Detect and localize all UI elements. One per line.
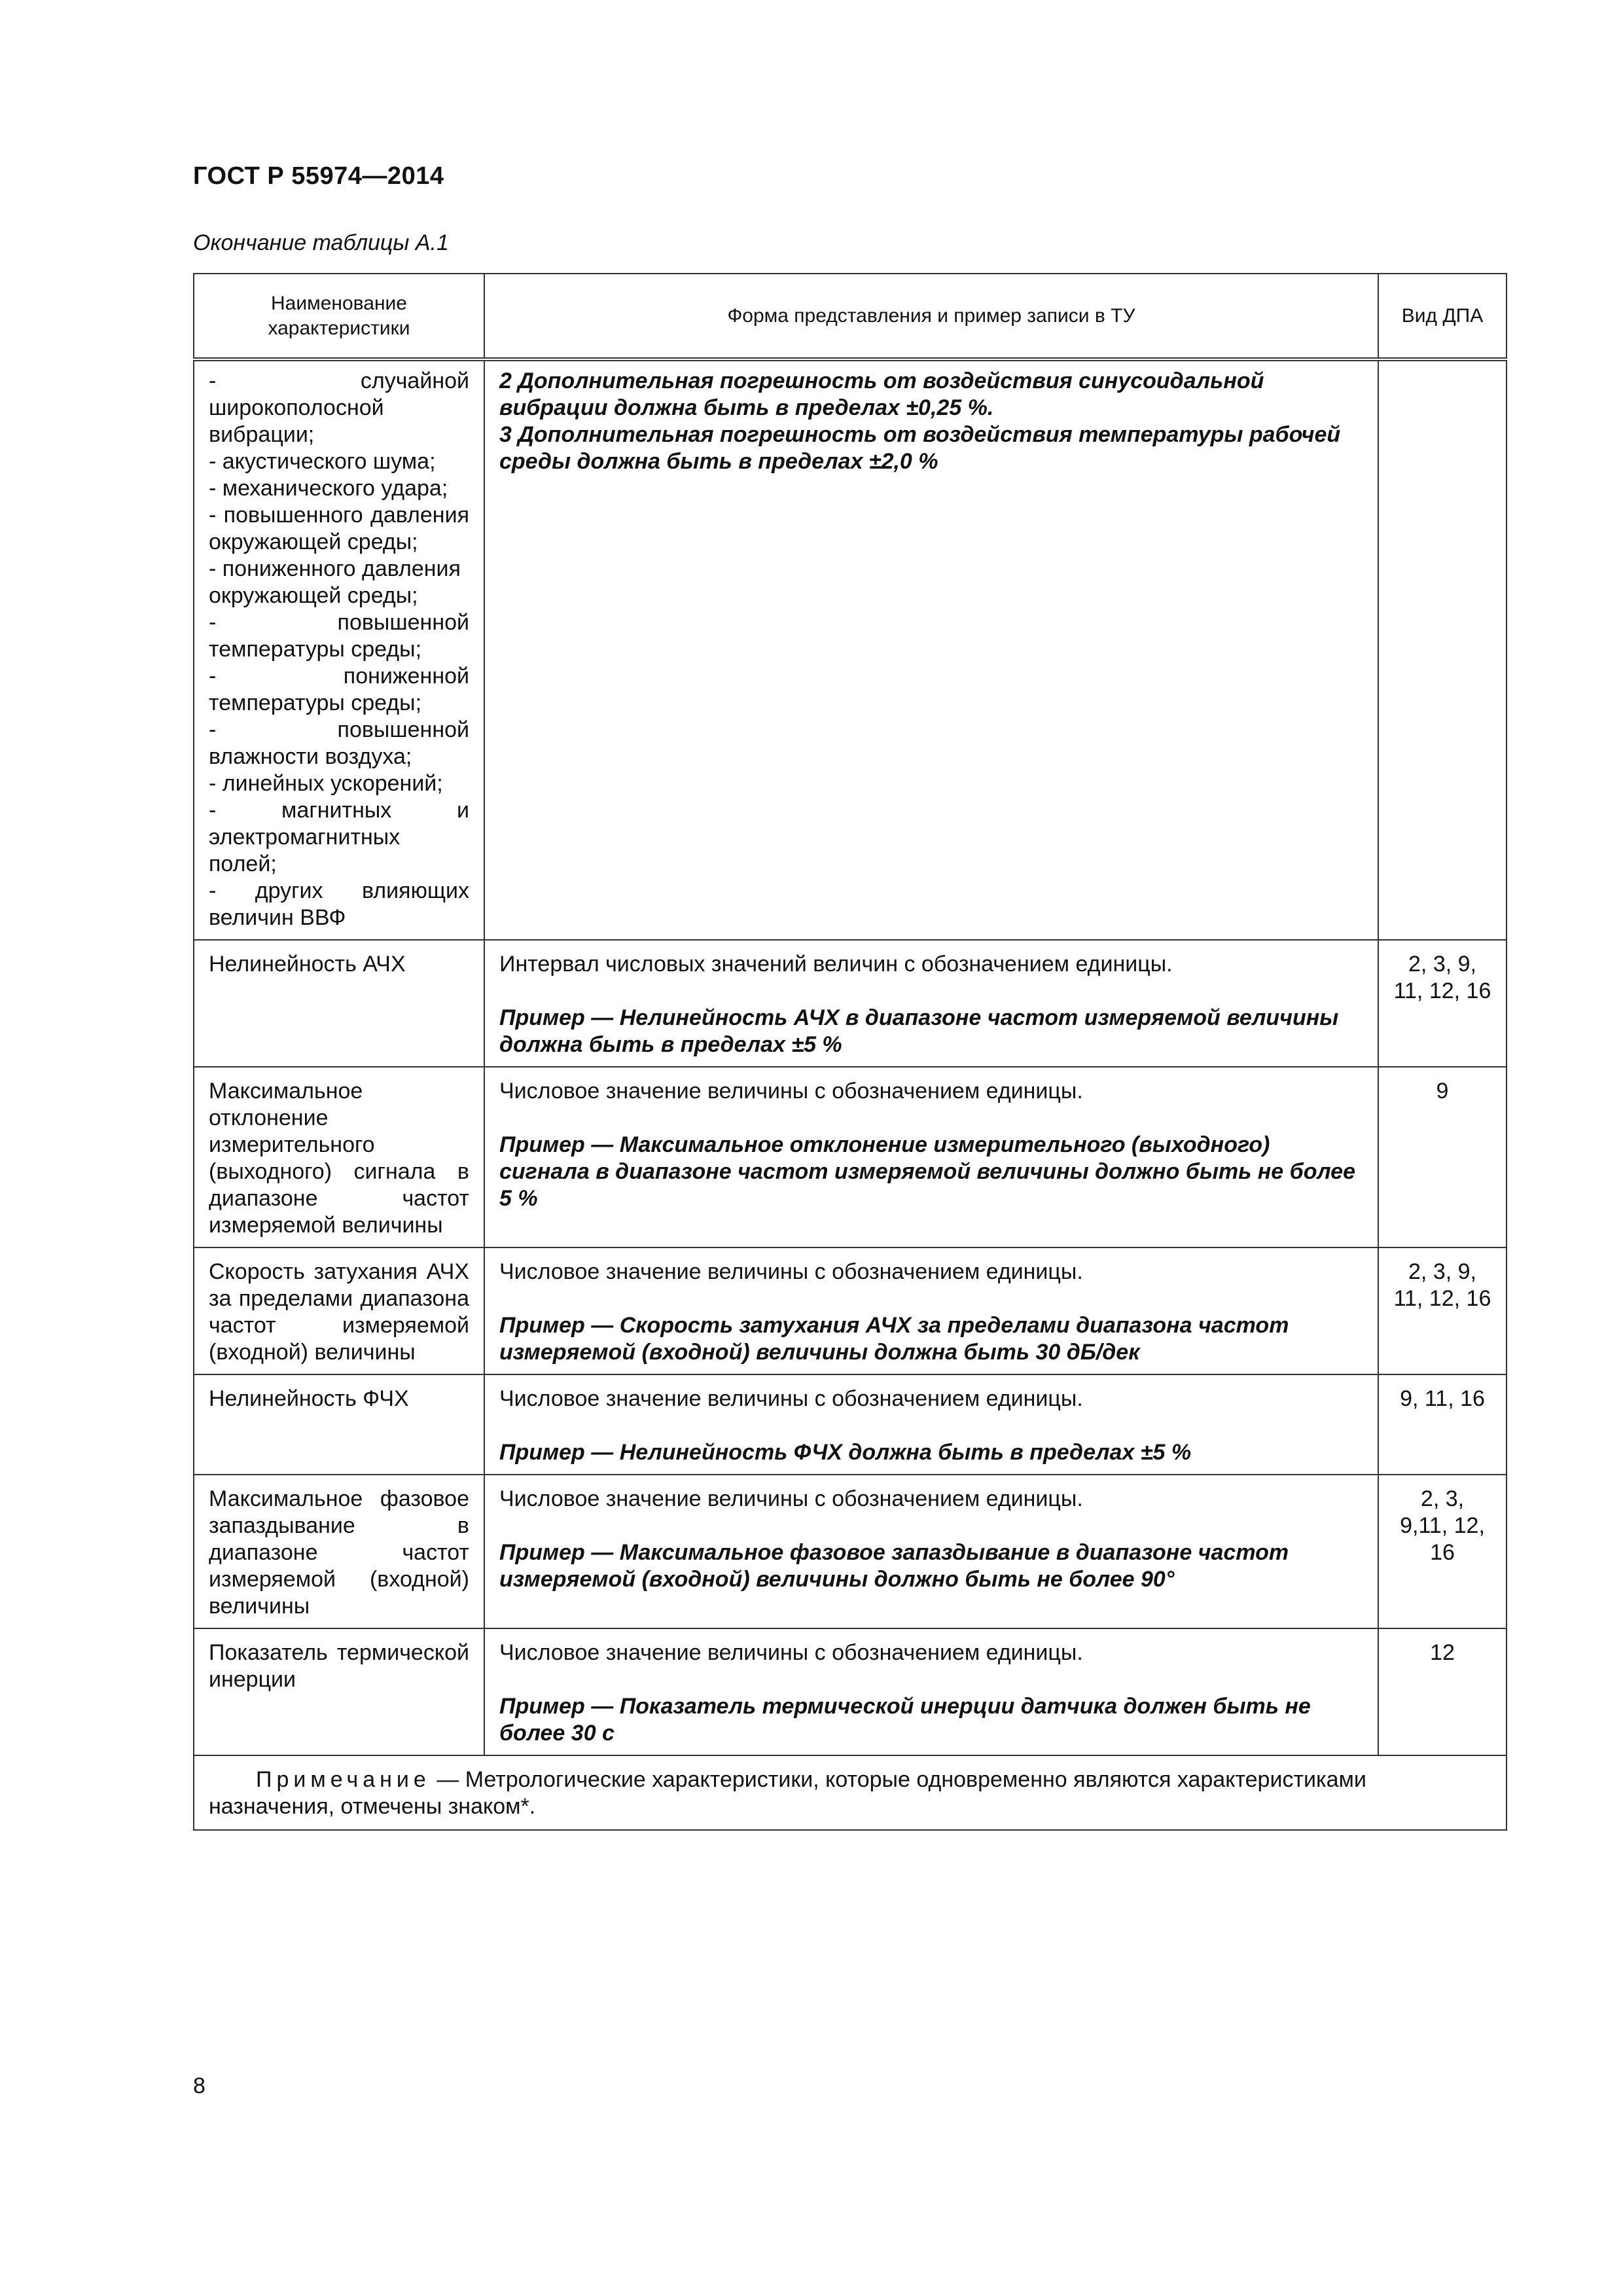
form-example: Пример — Максимальное отклонение измерительного (выходного) сигнала в диапазоне частот измеряемой величины должно быть не более 5 %	[499, 1132, 1355, 1211]
form-cell	[484, 1247, 1378, 1374]
form-description: Числовое значение величины с обозначением единицы.	[499, 1386, 1083, 1411]
table-note	[194, 1755, 1507, 1830]
table-note-row	[194, 1755, 1507, 1830]
dpa-cell: 9, 11, 16	[1378, 1374, 1507, 1475]
characteristic-name: Максимальное отклонение измерительного (выходного) сигнала в диапазоне частот измеряемой величины	[194, 1067, 484, 1247]
form-cell	[484, 1374, 1378, 1475]
document-header: ГОСТ Р 55974—2014	[193, 162, 444, 190]
dpa-cell: 2, 3, 9, 11, 12, 16	[1378, 940, 1507, 1067]
note-label: Примечание	[256, 1767, 431, 1792]
table-row	[194, 1374, 1507, 1475]
header-characteristic-name: Наименование характеристики	[194, 274, 484, 359]
table-header-row	[194, 274, 1507, 359]
note-text: — Метрологические характеристики, которые одновременно являются характеристиками назначения, отмечены знаком*.	[209, 1767, 1366, 1819]
form-example: Пример — Скорость затухания АЧХ за пределами диапазона частот измеряемой (входной) величины должна быть 30 дБ/дек	[499, 1313, 1289, 1365]
form-description: Интервал числовых значений величин с обозначением единицы.	[499, 952, 1173, 977]
form-cell	[484, 1067, 1378, 1247]
dpa-cell	[1378, 359, 1507, 940]
dpa-cell: 12	[1378, 1628, 1507, 1755]
table-row	[194, 1067, 1507, 1247]
form-cell	[484, 359, 1378, 940]
form-description: Числовое значение величины с обозначением единицы.	[499, 1486, 1083, 1511]
form-line: 3 Дополнительная погрешность от воздействия температуры рабочей среды должна быть в пределах ±2,0 %	[499, 422, 1341, 474]
table-row	[194, 1247, 1507, 1374]
header-dpa-type: Вид ДПА	[1378, 274, 1507, 359]
form-description: Числовое значение величины с обозначением единицы.	[499, 1259, 1083, 1284]
form-cell	[484, 1628, 1378, 1755]
form-example: Пример — Показатель термической инерции датчика должен быть не более 30 с	[499, 1694, 1311, 1746]
dpa-cell: 2, 3, 9, 11, 12, 16	[1378, 1247, 1507, 1374]
characteristic-name: Скорость затухания АЧХ за пределами диапазона частот измеряемой (входной) величины	[194, 1247, 484, 1374]
table-row	[194, 1475, 1507, 1628]
characteristic-name: - случайной широкополосной вибрации; - акустического шума; - механического удара; - повышенного давления окружающей среды; - пониженного давления окружающей среды; - повышенной температуры среды; - пониженной температуры среды; - повышенной влажности воздуха; - линейных ускорений; - магнитных и электромагнитных полей; - других влияющих величин ВВФ	[194, 359, 484, 940]
form-example: Пример — Нелинейность ФЧХ должна быть в пределах ±5 %	[499, 1440, 1192, 1465]
table-row	[194, 1628, 1507, 1755]
characteristic-name: Показатель термической инерции	[194, 1628, 484, 1755]
characteristic-name: Максимальное фазовое запаздывание в диапазоне частот измеряемой (входной) величины	[194, 1475, 484, 1628]
form-description: Числовое значение величины с обозначением единицы.	[499, 1640, 1083, 1665]
page-number: 8	[193, 2073, 205, 2098]
table-row	[194, 940, 1507, 1067]
form-example: Пример — Максимальное фазовое запаздывание в диапазоне частот измеряемой (входной) величины должно быть не более 90°	[499, 1540, 1289, 1592]
characteristics-table	[193, 273, 1507, 1831]
dpa-cell: 2, 3, 9,11, 12, 16	[1378, 1475, 1507, 1628]
dpa-cell: 9	[1378, 1067, 1507, 1247]
table-row	[194, 359, 1507, 940]
characteristic-name: Нелинейность АЧХ	[194, 940, 484, 1067]
form-example: Пример — Нелинейность АЧХ в диапазоне частот измеряемой величины должна быть в пределах ±5 %	[499, 1005, 1339, 1057]
form-cell	[484, 1475, 1378, 1628]
form-description: Числовое значение величины с обозначением единицы.	[499, 1079, 1083, 1103]
form-line: 2 Дополнительная погрешность от воздействия синусоидальной вибрации должна быть в пределах ±0,25 %.	[499, 368, 1264, 420]
form-cell	[484, 940, 1378, 1067]
table-caption: Окончание таблицы А.1	[193, 230, 449, 255]
characteristic-name: Нелинейность ФЧХ	[194, 1374, 484, 1475]
header-form-and-example: Форма представления и пример записи в ТУ	[484, 274, 1378, 359]
